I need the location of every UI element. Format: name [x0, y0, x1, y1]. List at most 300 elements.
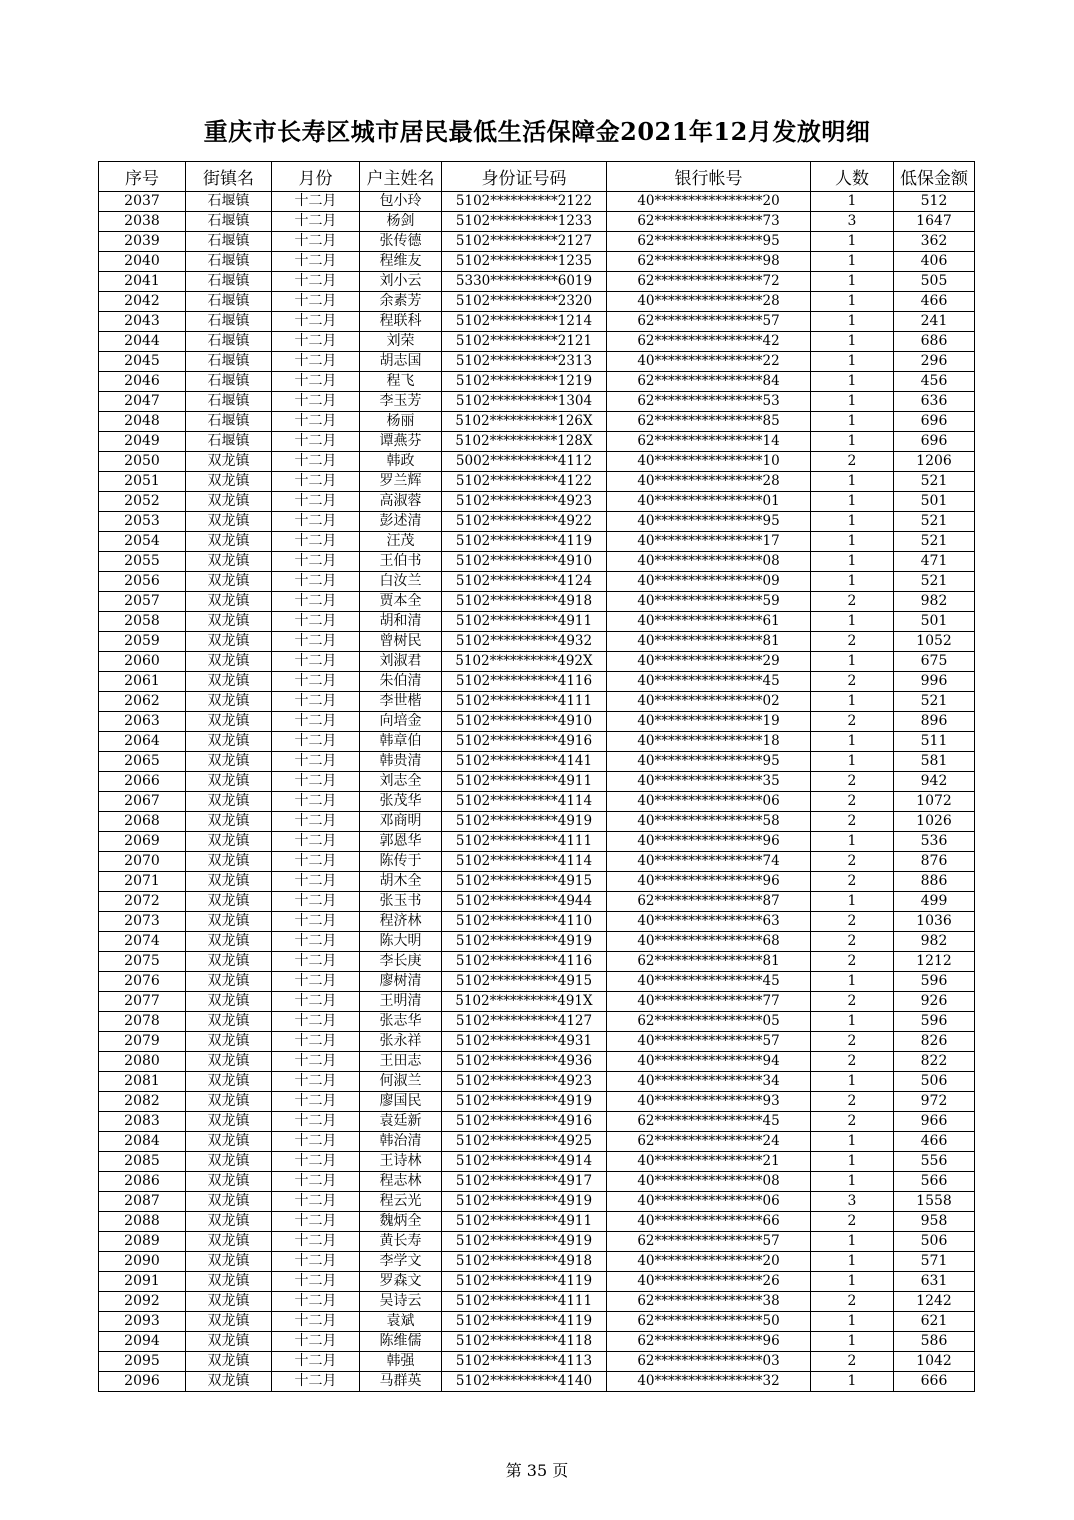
cell-persons: 1	[811, 552, 894, 572]
table-row	[99, 772, 975, 792]
cell-bank-account: 40****************32	[607, 1372, 811, 1392]
cell-month: 十二月	[272, 1112, 360, 1132]
table-row	[99, 512, 975, 532]
cell-index: 2093	[99, 1312, 186, 1332]
cell-id-number: 5102**********492X	[442, 652, 607, 672]
cell-householder: 程志林	[360, 1172, 442, 1192]
cell-index: 2085	[99, 1152, 186, 1172]
table-row	[99, 792, 975, 812]
cell-index: 2090	[99, 1252, 186, 1272]
cell-index: 2050	[99, 452, 186, 472]
cell-month: 十二月	[272, 472, 360, 492]
cell-persons: 1	[811, 1152, 894, 1172]
cell-amount: 471	[894, 552, 975, 572]
cell-persons: 1	[811, 1012, 894, 1032]
cell-index: 2071	[99, 872, 186, 892]
cell-month: 十二月	[272, 1012, 360, 1032]
cell-month: 十二月	[272, 192, 360, 212]
table-row	[99, 452, 975, 472]
cell-town: 双龙镇	[186, 692, 272, 712]
cell-householder: 韩治清	[360, 1132, 442, 1152]
cell-bank-account: 40****************57	[607, 1032, 811, 1052]
cell-month: 十二月	[272, 552, 360, 572]
cell-householder: 胡志国	[360, 352, 442, 372]
payment-table	[98, 161, 975, 1392]
cell-month: 十二月	[272, 1172, 360, 1192]
cell-town: 双龙镇	[186, 452, 272, 472]
table-row	[99, 1292, 975, 1312]
cell-town: 石堰镇	[186, 232, 272, 252]
cell-householder: 杨剑	[360, 212, 442, 232]
cell-id-number: 5102**********2313	[442, 352, 607, 372]
table-row	[99, 892, 975, 912]
cell-amount: 1052	[894, 632, 975, 652]
cell-id-number: 5102**********4916	[442, 1112, 607, 1132]
cell-town: 双龙镇	[186, 752, 272, 772]
payment-table-container	[98, 161, 975, 1392]
cell-id-number: 5102**********128X	[442, 432, 607, 452]
cell-id-number: 5102**********1214	[442, 312, 607, 332]
cell-amount: 1036	[894, 912, 975, 932]
cell-householder: 刘淑君	[360, 652, 442, 672]
cell-persons: 1	[811, 892, 894, 912]
cell-id-number: 5102**********4110	[442, 912, 607, 932]
cell-persons: 1	[811, 432, 894, 452]
cell-amount: 896	[894, 712, 975, 732]
cell-bank-account: 40****************02	[607, 692, 811, 712]
cell-id-number: 5102**********4911	[442, 1212, 607, 1232]
table-row	[99, 712, 975, 732]
cell-id-number: 5102**********4140	[442, 1372, 607, 1392]
table-row	[99, 1192, 975, 1212]
cell-bank-account: 40****************94	[607, 1052, 811, 1072]
cell-index: 2061	[99, 672, 186, 692]
cell-index: 2049	[99, 432, 186, 452]
table-row	[99, 912, 975, 932]
cell-householder: 程联科	[360, 312, 442, 332]
cell-bank-account: 62****************03	[607, 1352, 811, 1372]
cell-bank-account: 40****************34	[607, 1072, 811, 1092]
cell-town: 双龙镇	[186, 852, 272, 872]
cell-persons: 1	[811, 412, 894, 432]
cell-bank-account: 62****************57	[607, 312, 811, 332]
cell-month: 十二月	[272, 1292, 360, 1312]
table-row	[99, 1252, 975, 1272]
table-row	[99, 932, 975, 952]
cell-month: 十二月	[272, 1092, 360, 1112]
cell-town: 石堰镇	[186, 292, 272, 312]
table-row	[99, 732, 975, 752]
cell-householder: 朱伯清	[360, 672, 442, 692]
cell-index: 2058	[99, 612, 186, 632]
cell-amount: 621	[894, 1312, 975, 1332]
cell-amount: 521	[894, 572, 975, 592]
table-body	[99, 192, 975, 1392]
cell-householder: 廖树清	[360, 972, 442, 992]
cell-bank-account: 40****************93	[607, 1092, 811, 1112]
cell-amount: 631	[894, 1272, 975, 1292]
cell-bank-account: 40****************29	[607, 652, 811, 672]
cell-bank-account: 40****************68	[607, 932, 811, 952]
cell-town: 双龙镇	[186, 492, 272, 512]
cell-bank-account: 62****************38	[607, 1292, 811, 1312]
cell-id-number: 5102**********4917	[442, 1172, 607, 1192]
cell-amount: 822	[894, 1052, 975, 1072]
cell-id-number: 5102**********4114	[442, 792, 607, 812]
cell-householder: 何淑兰	[360, 1072, 442, 1092]
table-row	[99, 272, 975, 292]
table-row	[99, 692, 975, 712]
cell-month: 十二月	[272, 532, 360, 552]
cell-amount: 596	[894, 972, 975, 992]
cell-bank-account: 40****************96	[607, 872, 811, 892]
cell-index: 2057	[99, 592, 186, 612]
cell-town: 双龙镇	[186, 972, 272, 992]
cell-month: 十二月	[272, 312, 360, 332]
cell-bank-account: 40****************26	[607, 1272, 811, 1292]
cell-id-number: 5102**********4114	[442, 852, 607, 872]
table-row	[99, 1212, 975, 1232]
cell-amount: 1042	[894, 1352, 975, 1372]
cell-id-number: 5102**********4931	[442, 1032, 607, 1052]
cell-persons: 2	[811, 1032, 894, 1052]
cell-id-number: 5102**********4919	[442, 1192, 607, 1212]
cell-amount: 556	[894, 1152, 975, 1172]
cell-town: 石堰镇	[186, 272, 272, 292]
cell-id-number: 5102**********491X	[442, 992, 607, 1012]
cell-month: 十二月	[272, 992, 360, 1012]
cell-bank-account: 40****************28	[607, 472, 811, 492]
cell-index: 2096	[99, 1372, 186, 1392]
cell-amount: 499	[894, 892, 975, 912]
cell-id-number: 5102**********4111	[442, 832, 607, 852]
cell-persons: 1	[811, 512, 894, 532]
cell-id-number: 5102**********4923	[442, 492, 607, 512]
cell-town: 双龙镇	[186, 1172, 272, 1192]
cell-index: 2067	[99, 792, 186, 812]
cell-index: 2091	[99, 1272, 186, 1292]
table-row	[99, 212, 975, 232]
cell-amount: 501	[894, 492, 975, 512]
cell-persons: 2	[811, 792, 894, 812]
cell-householder: 杨丽	[360, 412, 442, 432]
cell-bank-account: 40****************21	[607, 1152, 811, 1172]
cell-householder: 余素芳	[360, 292, 442, 312]
cell-index: 2040	[99, 252, 186, 272]
column-header-bank-account: 银行帐号	[607, 162, 811, 192]
cell-persons: 2	[811, 952, 894, 972]
table-row	[99, 832, 975, 852]
cell-month: 十二月	[272, 1312, 360, 1332]
cell-bank-account: 62****************42	[607, 332, 811, 352]
cell-amount: 876	[894, 852, 975, 872]
cell-bank-account: 40****************01	[607, 492, 811, 512]
cell-id-number: 5102**********4919	[442, 1232, 607, 1252]
table-row	[99, 632, 975, 652]
cell-id-number: 5102**********4916	[442, 732, 607, 752]
cell-town: 双龙镇	[186, 532, 272, 552]
cell-id-number: 5102**********4944	[442, 892, 607, 912]
cell-id-number: 5102**********4118	[442, 1332, 607, 1352]
cell-persons: 1	[811, 1072, 894, 1092]
cell-amount: 406	[894, 252, 975, 272]
cell-id-number: 5102**********4910	[442, 712, 607, 732]
table-row	[99, 672, 975, 692]
cell-householder: 韩章伯	[360, 732, 442, 752]
cell-householder: 张茂华	[360, 792, 442, 812]
cell-id-number: 5102**********4111	[442, 1292, 607, 1312]
cell-persons: 2	[811, 1092, 894, 1112]
cell-bank-account: 40****************45	[607, 672, 811, 692]
cell-month: 十二月	[272, 1152, 360, 1172]
cell-amount: 826	[894, 1032, 975, 1052]
cell-bank-account: 62****************57	[607, 1232, 811, 1252]
cell-index: 2082	[99, 1092, 186, 1112]
cell-persons: 1	[811, 312, 894, 332]
cell-bank-account: 40****************20	[607, 192, 811, 212]
cell-town: 双龙镇	[186, 1032, 272, 1052]
cell-householder: 张玉书	[360, 892, 442, 912]
cell-id-number: 5102**********4925	[442, 1132, 607, 1152]
cell-persons: 2	[811, 932, 894, 952]
cell-householder: 袁廷新	[360, 1112, 442, 1132]
cell-index: 2044	[99, 332, 186, 352]
cell-index: 2056	[99, 572, 186, 592]
cell-amount: 926	[894, 992, 975, 1012]
cell-id-number: 5102**********4113	[442, 1352, 607, 1372]
cell-amount: 982	[894, 592, 975, 612]
cell-town: 石堰镇	[186, 332, 272, 352]
cell-id-number: 5102**********4919	[442, 932, 607, 952]
cell-householder: 李长庚	[360, 952, 442, 972]
cell-month: 十二月	[272, 932, 360, 952]
cell-index: 2066	[99, 772, 186, 792]
cell-index: 2047	[99, 392, 186, 412]
column-header-persons: 人数	[811, 162, 894, 192]
cell-householder: 韩政	[360, 452, 442, 472]
table-row	[99, 1312, 975, 1332]
table-row	[99, 1172, 975, 1192]
cell-bank-account: 62****************95	[607, 232, 811, 252]
cell-amount: 501	[894, 612, 975, 632]
cell-householder: 贾本全	[360, 592, 442, 612]
cell-amount: 521	[894, 512, 975, 532]
table-row	[99, 412, 975, 432]
cell-persons: 1	[811, 392, 894, 412]
cell-householder: 张传德	[360, 232, 442, 252]
cell-bank-account: 40****************96	[607, 832, 811, 852]
cell-month: 十二月	[272, 252, 360, 272]
cell-month: 十二月	[272, 972, 360, 992]
cell-town: 双龙镇	[186, 1052, 272, 1072]
cell-month: 十二月	[272, 892, 360, 912]
cell-month: 十二月	[272, 352, 360, 372]
cell-persons: 2	[811, 1112, 894, 1132]
cell-amount: 1647	[894, 212, 975, 232]
cell-householder: 胡木全	[360, 872, 442, 892]
cell-bank-account: 62****************85	[607, 412, 811, 432]
cell-persons: 2	[811, 1052, 894, 1072]
table-row	[99, 992, 975, 1012]
cell-bank-account: 40****************35	[607, 772, 811, 792]
cell-bank-account: 40****************81	[607, 632, 811, 652]
cell-bank-account: 62****************84	[607, 372, 811, 392]
cell-index: 2089	[99, 1232, 186, 1252]
cell-month: 十二月	[272, 672, 360, 692]
cell-town: 双龙镇	[186, 1132, 272, 1152]
cell-month: 十二月	[272, 632, 360, 652]
cell-id-number: 5102**********4111	[442, 692, 607, 712]
cell-town: 石堰镇	[186, 412, 272, 432]
cell-householder: 罗森文	[360, 1272, 442, 1292]
cell-month: 十二月	[272, 712, 360, 732]
cell-index: 2088	[99, 1212, 186, 1232]
cell-householder: 陈大明	[360, 932, 442, 952]
cell-amount: 296	[894, 352, 975, 372]
cell-amount: 636	[894, 392, 975, 412]
cell-bank-account: 40****************28	[607, 292, 811, 312]
cell-id-number: 5102**********2121	[442, 332, 607, 352]
table-row	[99, 952, 975, 972]
cell-month: 十二月	[272, 912, 360, 932]
cell-month: 十二月	[272, 572, 360, 592]
cell-persons: 1	[811, 1332, 894, 1352]
cell-town: 双龙镇	[186, 1252, 272, 1272]
cell-householder: 程飞	[360, 372, 442, 392]
cell-bank-account: 62****************81	[607, 952, 811, 972]
table-row	[99, 1332, 975, 1352]
cell-householder: 白汝兰	[360, 572, 442, 592]
cell-householder: 程云光	[360, 1192, 442, 1212]
cell-index: 2084	[99, 1132, 186, 1152]
cell-town: 双龙镇	[186, 632, 272, 652]
cell-bank-account: 40****************22	[607, 352, 811, 372]
cell-householder: 刘荣	[360, 332, 442, 352]
cell-town: 双龙镇	[186, 1292, 272, 1312]
cell-month: 十二月	[272, 812, 360, 832]
document-title: 重庆市长寿区城市居民最低生活保障金2021年12月发放明细	[203, 117, 871, 146]
cell-persons: 2	[811, 852, 894, 872]
cell-amount: 675	[894, 652, 975, 672]
cell-householder: 韩贵清	[360, 752, 442, 772]
table-row	[99, 232, 975, 252]
cell-month: 十二月	[272, 612, 360, 632]
cell-persons: 1	[811, 472, 894, 492]
cell-amount: 696	[894, 432, 975, 452]
cell-town: 双龙镇	[186, 812, 272, 832]
cell-persons: 2	[811, 672, 894, 692]
cell-persons: 1	[811, 492, 894, 512]
cell-persons: 1	[811, 832, 894, 852]
cell-householder: 包小玲	[360, 192, 442, 212]
table-row	[99, 352, 975, 372]
column-header-id-number: 身份证号码	[442, 162, 607, 192]
cell-householder: 程维友	[360, 252, 442, 272]
table-row	[99, 1092, 975, 1112]
column-header-householder: 户主姓名	[360, 162, 442, 192]
cell-householder: 韩强	[360, 1352, 442, 1372]
cell-id-number: 5102**********4910	[442, 552, 607, 572]
cell-month: 十二月	[272, 772, 360, 792]
cell-amount: 456	[894, 372, 975, 392]
cell-persons: 1	[811, 752, 894, 772]
cell-bank-account: 40****************18	[607, 732, 811, 752]
cell-id-number: 5102**********4922	[442, 512, 607, 532]
table-header-row	[99, 162, 975, 192]
cell-bank-account: 40****************19	[607, 712, 811, 732]
cell-id-number: 5102**********4119	[442, 1272, 607, 1292]
cell-householder: 胡和清	[360, 612, 442, 632]
cell-index: 2081	[99, 1072, 186, 1092]
cell-householder: 刘小云	[360, 272, 442, 292]
cell-index: 2092	[99, 1292, 186, 1312]
cell-bank-account: 40****************58	[607, 812, 811, 832]
cell-index: 2077	[99, 992, 186, 1012]
cell-householder: 程济林	[360, 912, 442, 932]
cell-amount: 1206	[894, 452, 975, 472]
cell-bank-account: 40****************45	[607, 972, 811, 992]
column-header-town: 街镇名	[186, 162, 272, 192]
cell-id-number: 5102**********4116	[442, 672, 607, 692]
cell-bank-account: 62****************53	[607, 392, 811, 412]
column-header-month: 月份	[272, 162, 360, 192]
cell-town: 双龙镇	[186, 1372, 272, 1392]
cell-month: 十二月	[272, 1352, 360, 1372]
cell-index: 2041	[99, 272, 186, 292]
cell-index: 2046	[99, 372, 186, 392]
cell-householder: 廖国民	[360, 1092, 442, 1112]
cell-month: 十二月	[272, 332, 360, 352]
cell-bank-account: 40****************06	[607, 1192, 811, 1212]
cell-town: 双龙镇	[186, 1152, 272, 1172]
cell-bank-account: 40****************06	[607, 792, 811, 812]
cell-month: 十二月	[272, 392, 360, 412]
cell-bank-account: 40****************63	[607, 912, 811, 932]
cell-month: 十二月	[272, 1052, 360, 1072]
cell-householder: 谭燕芬	[360, 432, 442, 452]
cell-householder: 王诗林	[360, 1152, 442, 1172]
cell-persons: 1	[811, 1272, 894, 1292]
cell-id-number: 5102**********4141	[442, 752, 607, 772]
cell-bank-account: 40****************74	[607, 852, 811, 872]
cell-persons: 1	[811, 732, 894, 752]
cell-month: 十二月	[272, 1332, 360, 1352]
cell-index: 2069	[99, 832, 186, 852]
cell-month: 十二月	[272, 832, 360, 852]
table-row	[99, 392, 975, 412]
cell-amount: 966	[894, 1112, 975, 1132]
table-row	[99, 1052, 975, 1072]
cell-persons: 1	[811, 332, 894, 352]
cell-amount: 1242	[894, 1292, 975, 1312]
cell-bank-account: 62****************05	[607, 1012, 811, 1032]
cell-month: 十二月	[272, 1232, 360, 1252]
cell-bank-account: 62****************50	[607, 1312, 811, 1332]
cell-bank-account: 40****************95	[607, 512, 811, 532]
table-row	[99, 372, 975, 392]
cell-householder: 黄长寿	[360, 1232, 442, 1252]
cell-id-number: 5102**********4918	[442, 592, 607, 612]
cell-index: 2072	[99, 892, 186, 912]
cell-amount: 942	[894, 772, 975, 792]
cell-id-number: 5102**********4914	[442, 1152, 607, 1172]
cell-town: 石堰镇	[186, 432, 272, 452]
cell-id-number: 5102**********4124	[442, 572, 607, 592]
cell-index: 2080	[99, 1052, 186, 1072]
cell-amount: 1558	[894, 1192, 975, 1212]
cell-persons: 3	[811, 1192, 894, 1212]
cell-id-number: 5102**********126X	[442, 412, 607, 432]
